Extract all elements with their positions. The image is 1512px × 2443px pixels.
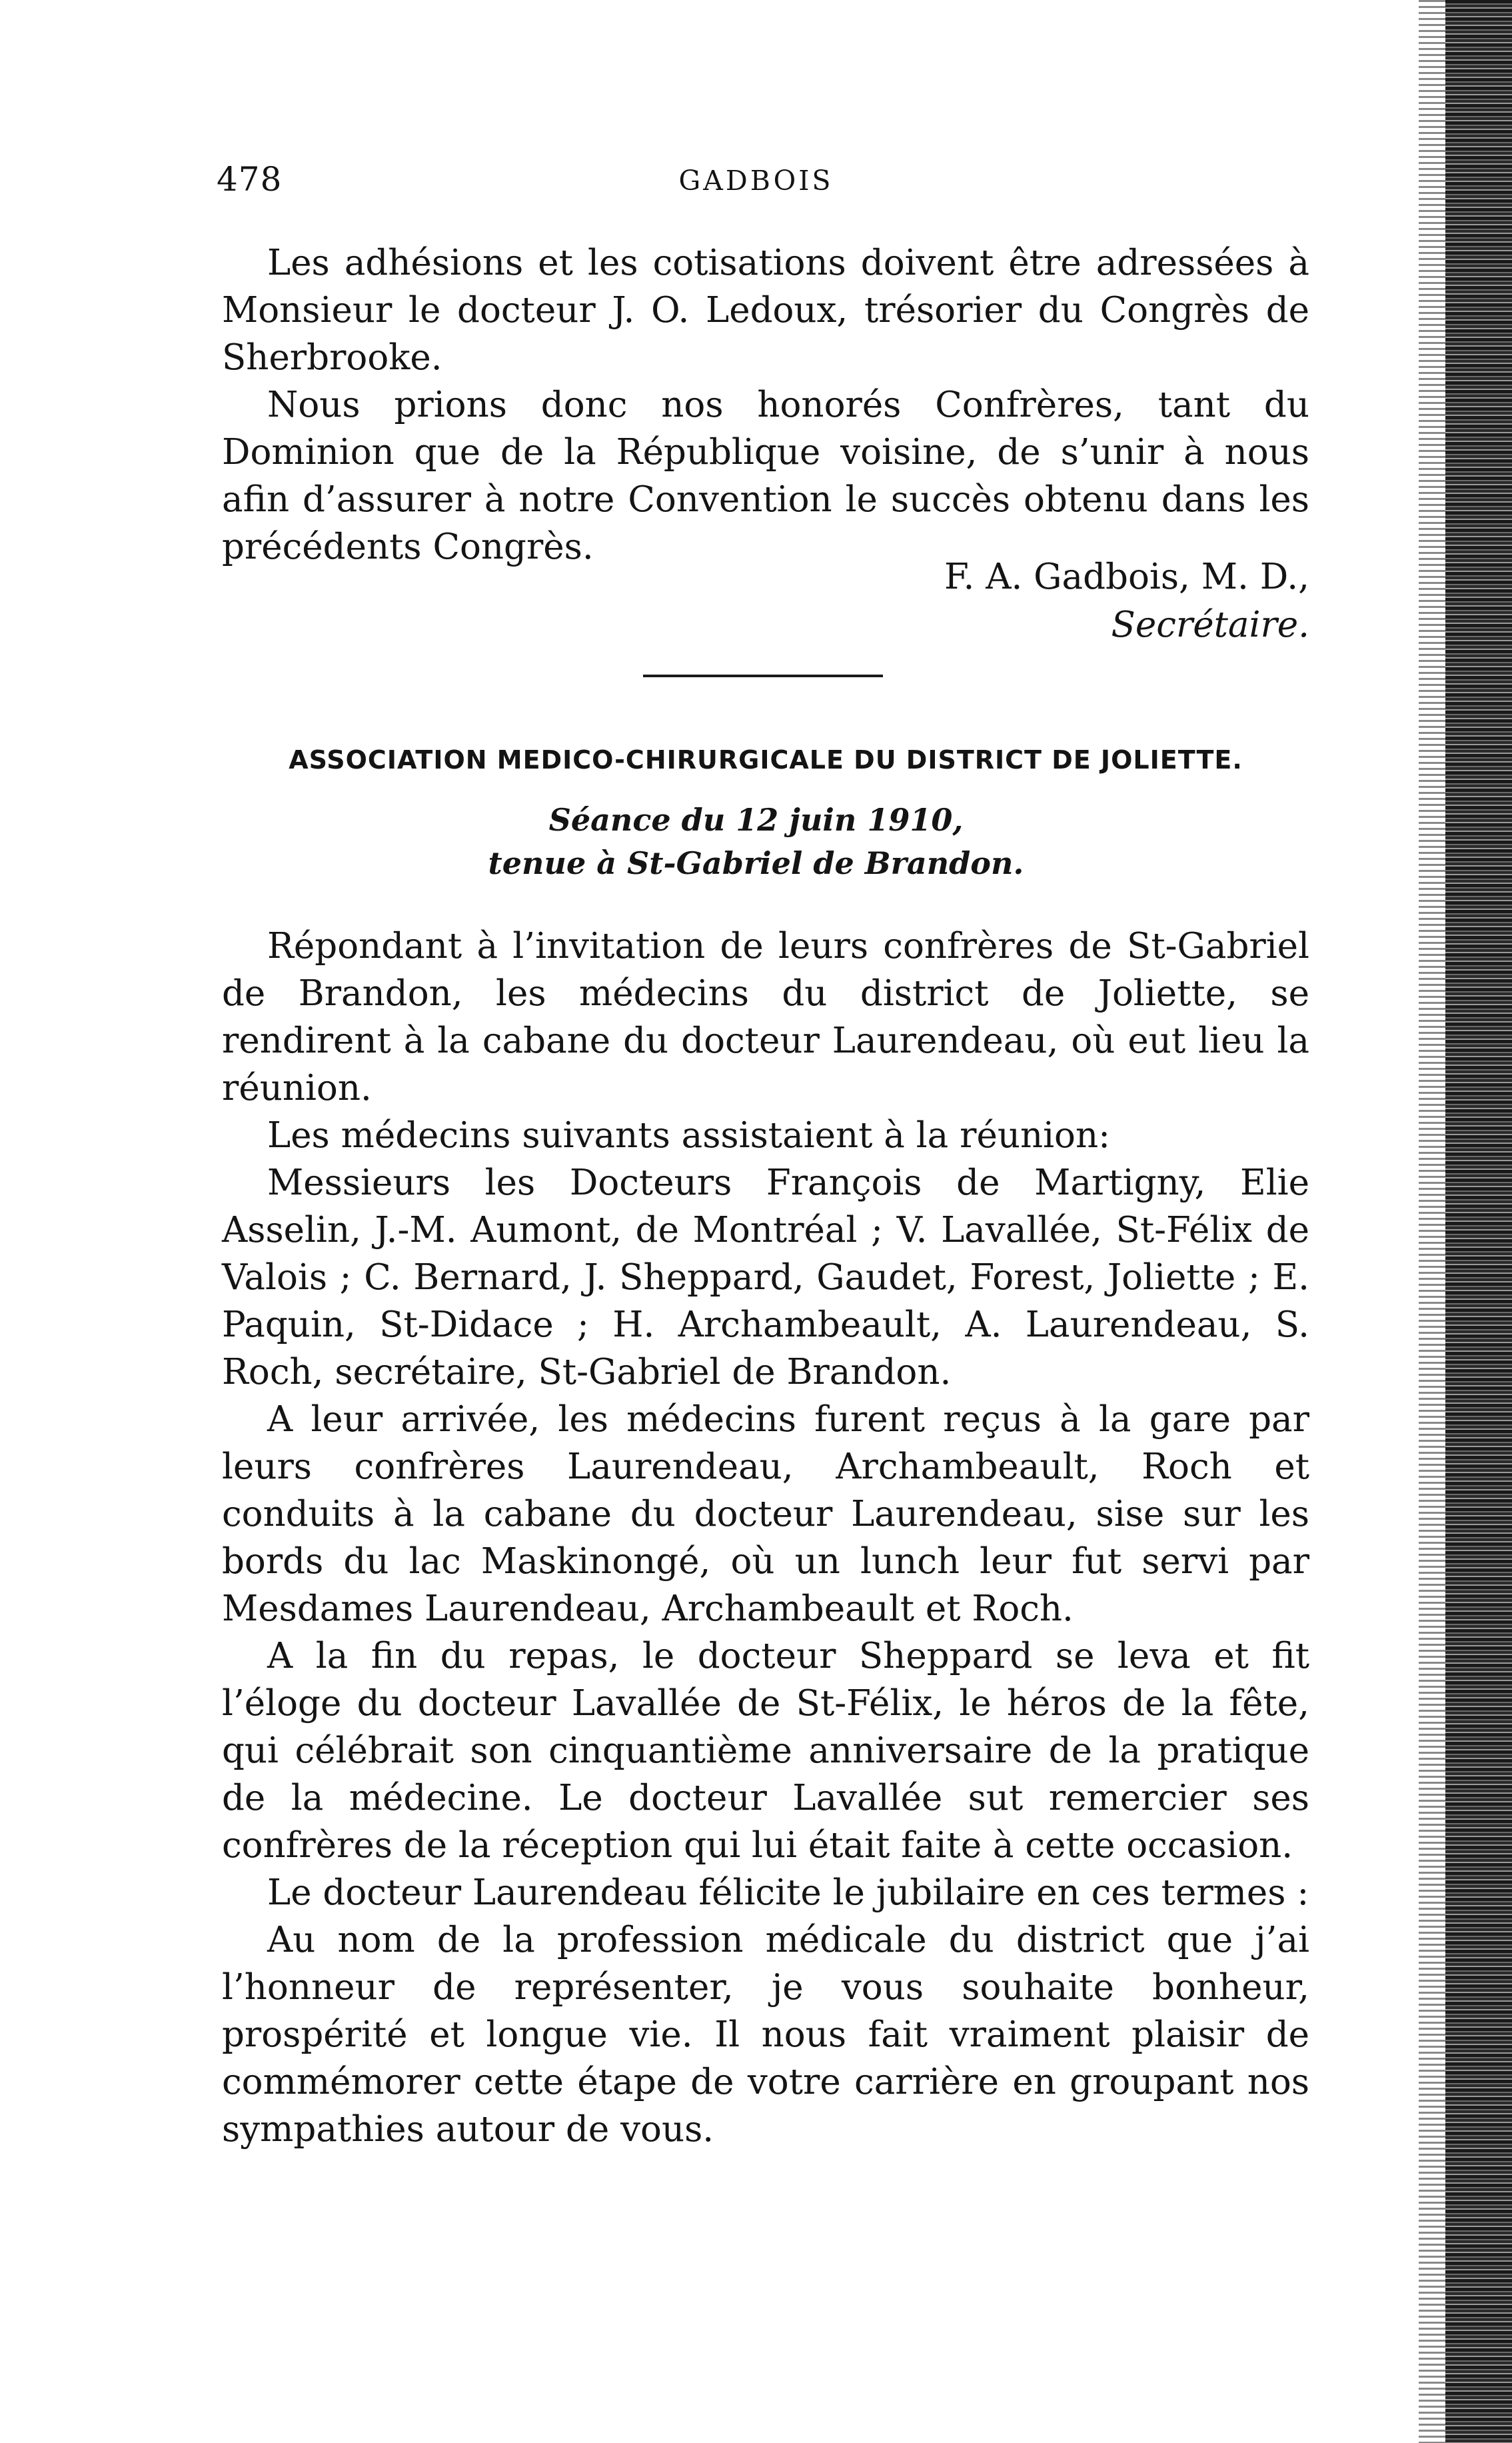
paragraph: Au nom de la profession médicale du district que j’ai l’honneur de représenter, je vous souhaite bonheur, prospérité et longue vie. Il nous fait vraiment plaisir de commémorer cette étape de votre carrière en groupant nos sympathies autour de vous. — [222, 1920, 1309, 2150]
section-body — [222, 923, 1309, 2153]
binding-shadow — [1419, 0, 1445, 2443]
intro-text — [222, 239, 1309, 571]
paragraph: Nous prions donc nos honorés Confrères, tant du Dominion que de la République voisine, de s’unir à nous afin d’assurer à notre Convention le succès obtenu dans les précédents Congrès. — [222, 385, 1309, 567]
session-date: Séance du 12 juin 1910, — [548, 802, 964, 838]
paragraph: A leur arrivée, les médecins furent reçus à la gare par leurs confrères Laurendeau, Archambeault, Roch et conduits à la cabane du docteur Laurendeau, sise sur les bords du lac Maskinongé, où un lunch leur fut servi par Mesdames Laurendeau, Archambeault et Roch. — [222, 1399, 1309, 1629]
session-location: tenue à St-Gabriel de Brandon. — [488, 845, 1024, 881]
signatory-title: Secrétaire. — [1111, 605, 1309, 645]
section-divider — [643, 675, 883, 677]
paragraph: Le docteur Laurendeau félicite le jubilaire en ces termes : — [267, 1872, 1309, 1913]
paragraph: Les médecins suivants assistaient à la réunion: — [267, 1115, 1110, 1156]
paragraph: Répondant à l’invitation de leurs confrères de St-Gabriel de Brandon, les médecins du district de Joliette, se rendirent à la cabane du docteur Laurendeau, où eut lieu la réunion. — [222, 926, 1309, 1109]
paragraph: A la fin du repas, le docteur Sheppard se leva et fit l’éloge du docteur Lavallée de St-Félix, le héros de la fête, qui célébrait son cinquantième anniversaire de la pratique de la médecine. Le docteur Lavallée sut remercier ses confrères de la réception qui lui était faite à cette occasion. — [222, 1636, 1309, 1866]
running-header: GADBOIS — [678, 165, 834, 197]
signature-block — [222, 553, 1309, 649]
page-number: 478 — [217, 160, 283, 199]
binding-edge — [1445, 0, 1512, 2443]
section-heading: ASSOCIATION MEDICO-CHIRURGICALE DU DISTRICT DE JOLIETTE. — [289, 745, 1243, 775]
paragraph: Les adhésions et les cotisations doivent être adressées à Monsieur le docteur J. O. Ledoux, trésorier du Congrès de Sherbrooke. — [222, 243, 1309, 378]
signatory-name: F. A. Gadbois, M. D., — [944, 557, 1309, 597]
paragraph: Messieurs les Docteurs François de Martigny, Elie Asselin, J.-M. Aumont, de Montréal ; V. Lavallée, St-Félix de Valois ; C. Bernard, J. Sheppard, Gaudet, Forest, Joliette ; E. Paquin, St-Didace ; H. Archambeault, A. Laurendeau, S. Roch, secrétaire, St-Gabriel de Brandon. — [222, 1163, 1309, 1392]
